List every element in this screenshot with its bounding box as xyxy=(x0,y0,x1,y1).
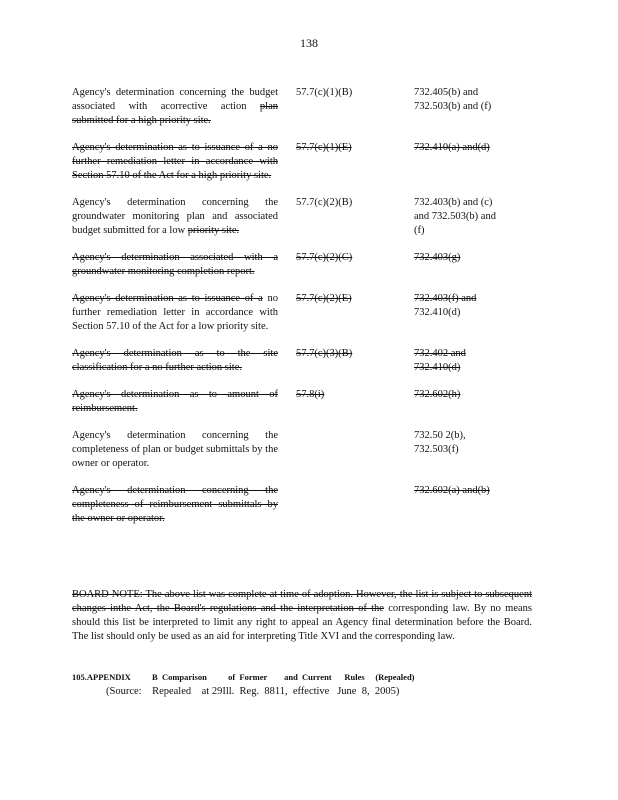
table-row xyxy=(72,388,552,416)
rules-text: 732.410(d) xyxy=(414,307,461,318)
act-section-cell: 57.7(c)(3)(B) xyxy=(296,348,353,359)
board-note xyxy=(72,588,532,644)
determination-text: Agency's determination concerning the groundwater monitoring plan and associated budget submitted for a low xyxy=(72,197,278,236)
determination-cell xyxy=(72,86,278,128)
determination-cell xyxy=(72,292,278,334)
act-section-cell: 57.7(c)(2)(C) xyxy=(296,252,353,263)
board-note-text: corresponding law. By no means should this list be interpreted to limit any right to appeal an Agency final determination before the Board. The list should only be used as an aid for interpreting Title XVI and the corresponding law. xyxy=(72,603,532,642)
determination-cell: Agency's determination as to issuance of a no further remediation letter in accordance with Section 57.10 of the Act for a high priority site. xyxy=(72,142,278,181)
act-section-cell: 57.8(i) xyxy=(296,389,325,400)
struck-text: plan submitted for a high priority site. xyxy=(72,101,278,126)
rules-cell: 732.410(a) and(d) xyxy=(414,142,490,153)
rules-cell: 732.403(g) xyxy=(414,252,461,263)
table-row xyxy=(72,196,552,238)
table-row xyxy=(72,251,552,279)
determination-cell: Agency's determination concerning the completeness of reimbursement submittals by the owner or operator. xyxy=(72,485,278,524)
act-section-cell: 57.7(c)(2)(E) xyxy=(296,293,352,304)
determination-cell: Agency's determination associated with a groundwater monitoring completion report. xyxy=(72,252,278,277)
table-row xyxy=(72,347,552,375)
source-note: (Source: Repealed at 29Ill. Reg. 8811, effective June 8, 2005) xyxy=(106,686,400,697)
table-row xyxy=(72,484,552,526)
rules-cell: 732.402 and 732.410(d) xyxy=(414,348,466,373)
struck-text: Agency's determination as to issuance of a xyxy=(72,293,263,304)
determination-cell: Agency's determination as to the site classification for a no further action site. xyxy=(72,348,278,373)
rules-cell xyxy=(414,292,514,334)
rules-cell: 732.405(b) and 732.503(b) and (f) xyxy=(414,87,492,112)
table-row xyxy=(72,141,552,183)
table-row xyxy=(72,292,552,334)
appendix-heading: 105.APPENDIX B Comparison of Former and Current Rules (Repealed) xyxy=(72,672,415,682)
struck-text: priority site. xyxy=(187,225,240,236)
rules-cell: 732.50 2(b), 732.503(f) xyxy=(414,430,466,455)
determination-cell: Agency's determination as to amount of reimbursement. xyxy=(72,389,278,414)
board-note-struck: BOARD NOTE: The above list was complete at time of adoption. However, the list is subject to subsequent changes inthe Act, the Board's regulations and the interpretation of the xyxy=(72,589,532,614)
rules-cell: 732.602(h) xyxy=(414,389,461,400)
table-row xyxy=(72,429,552,471)
act-section-cell: 57.7(c)(2)(B) xyxy=(296,197,353,208)
struck-text: 732.403(f) and xyxy=(414,293,477,304)
act-section-cell: 57.7(c)(1)(E) xyxy=(296,142,352,153)
rules-cell: 732.602(a) and(b) xyxy=(414,485,490,496)
determination-cell: Agency's determination concerning the completeness of plan or budget submittals by the owner or operator. xyxy=(72,430,278,469)
determination-text: no further remediation letter in accordance with Section 57.10 of the Act for a low priority site. xyxy=(72,293,279,332)
determination-table xyxy=(72,86,552,539)
act-section-cell xyxy=(296,429,414,471)
act-section-cell: 57.7(c)(1)(B) xyxy=(296,87,353,98)
determination-text: Agency's determination concerning the budget associated with acorrective action xyxy=(72,87,278,112)
table-row xyxy=(72,86,552,128)
rules-cell: 732.403(b) and (c) and 732.503(b) and (f) xyxy=(414,197,496,236)
page-number: 138 xyxy=(300,36,318,50)
act-section-cell xyxy=(296,484,414,526)
determination-cell xyxy=(72,196,278,238)
